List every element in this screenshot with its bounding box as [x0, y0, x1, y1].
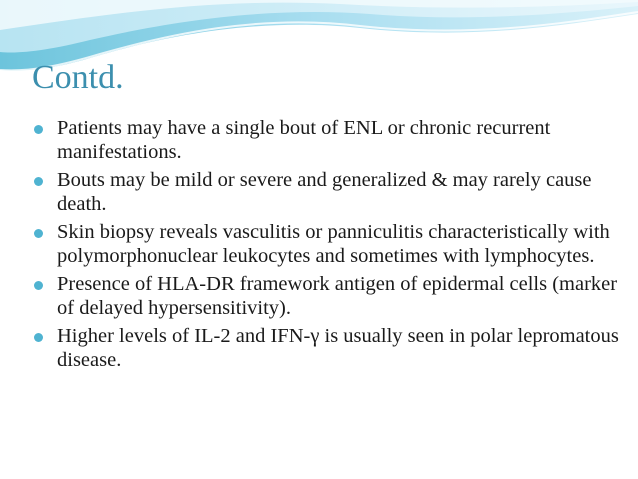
bullet-dot-icon — [34, 281, 43, 290]
bullet-item — [30, 220, 620, 268]
bullet-dot-icon — [34, 333, 43, 342]
bullet-dot-icon — [34, 177, 43, 186]
bullet-text: Bouts may be mild or severe and generalized & may rarely cause death. — [57, 169, 592, 215]
bullet-item — [30, 324, 620, 372]
bullet-item — [30, 168, 620, 216]
bullet-dot-icon — [34, 125, 43, 134]
bullet-text: Skin biopsy reveals vasculitis or panniculitis characteristically with polymorphonuclear leukocytes and sometimes with lymphocytes. — [57, 221, 610, 267]
bullet-item — [30, 116, 620, 164]
bullet-text: Higher levels of IL-2 and IFN-γ is usually seen in polar lepromatous disease. — [57, 325, 619, 371]
slide-title: Contd. — [32, 59, 124, 96]
bullet-text: Presence of HLA-DR framework antigen of epidermal cells (marker of delayed hypersensitivity). — [57, 273, 618, 319]
bullet-item — [30, 272, 620, 320]
bullet-dot-icon — [34, 229, 43, 238]
bullet-text: Patients may have a single bout of ENL or chronic recurrent manifestations. — [57, 117, 551, 163]
bullet-list — [30, 116, 620, 376]
